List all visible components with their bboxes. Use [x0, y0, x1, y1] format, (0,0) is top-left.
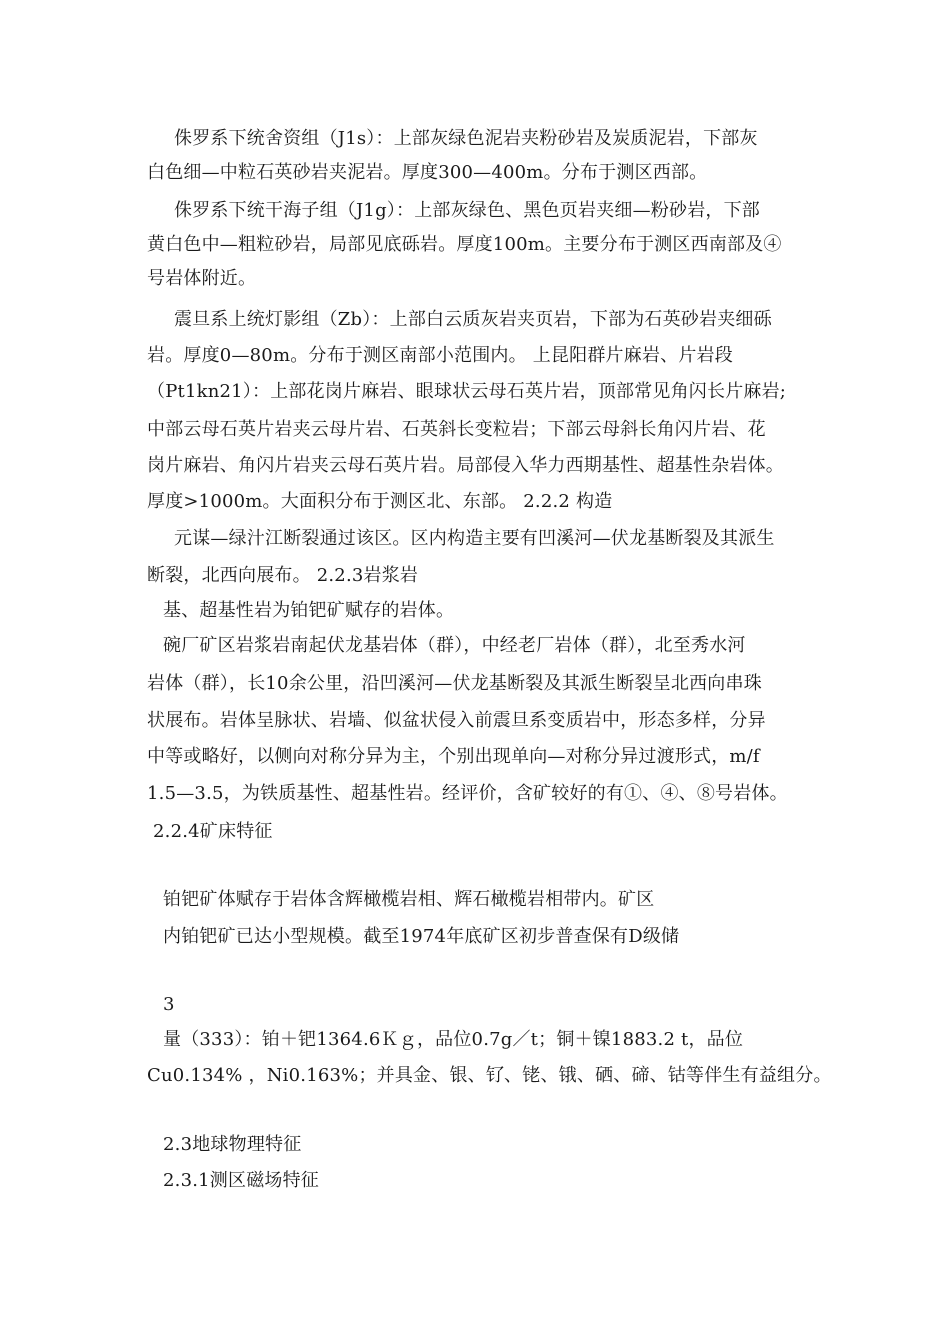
paragraph-line: 元谋—绿汁江断裂通过该区。区内构造主要有凹溪河—伏龙基断裂及其派生: [174, 528, 775, 549]
section-heading: 2.3.1测区磁场特征: [163, 1170, 319, 1191]
paragraph-line: 侏罗系下统舍资组（J1s）：上部灰绿色泥岩夹粉砂岩及炭质泥岩，下部灰: [174, 128, 758, 149]
paragraph-line: Cu0.134% ，Ni0.163%；并具金、银、钌、铑、锇、硒、碲、钴等伴生有益组分。: [147, 1065, 832, 1086]
paragraph-line: 白色细—中粒石英砂岩夹泥岩。厚度300—400m。分布于测区西部。: [147, 162, 708, 183]
paragraph-line: 岩体（群），长10余公里，沿凹溪河—伏龙基断裂及其派生断裂呈北西向串珠: [147, 673, 762, 694]
paragraph-line: 侏罗系下统干海子组（J1g）：上部灰绿色、黑色页岩夹细—粉砂岩，下部: [174, 200, 760, 221]
paragraph-line: 号岩体附近。: [147, 268, 257, 289]
paragraph-line: 碗厂矿区岩浆岩南起伏龙基岩体（群），中经老厂岩体（群），北至秀水河: [163, 635, 746, 656]
paragraph-line: 中等或略好，以侧向对称分异为主，个别出现单向—对称分异过渡形式，m/f: [147, 746, 760, 767]
paragraph-line: 中部云母石英片岩夹云母片岩、石英斜长变粒岩；下部云母斜长角闪片岩、花: [147, 419, 766, 440]
paragraph-line: 1.5—3.5，为铁质基性、超基性岩。经评价，含矿较好的有①、④、⑧号岩体。: [147, 783, 788, 804]
superscript-three: 3: [163, 994, 175, 1015]
section-heading: 2.3地球物理特征: [163, 1134, 302, 1155]
paragraph-line: 岗片麻岩、角闪片岩夹云母石英片岩。局部侵入华力西期基性、超基性杂岩体。: [147, 455, 784, 476]
paragraph-line: 黄白色中—粗粒砂岩，局部见底砾岩。厚度100m。主要分布于测区西南部及④: [147, 234, 782, 255]
paragraph-line: 震旦系上统灯影组（Zb）：上部白云质灰岩夹页岩，下部为石英砂岩夹细砾: [174, 309, 772, 330]
paragraph-line: 状展布。岩体呈脉状、岩墙、似盆状侵入前震旦系变质岩中，形态多样，分异: [147, 710, 766, 731]
paragraph-line: 量（333）：铂＋钯1364.6Ｋｇ，品位0.7g／t；铜＋镍1883.2 t，品位: [163, 1029, 744, 1050]
paragraph-line: 岩。厚度0—80m。分布于测区南部小范围内。 上昆阳群片麻岩、片岩段: [147, 345, 733, 366]
paragraph-line: 内铂钯矿已达小型规模。截至1974年底矿区初步普查保有D级储: [163, 926, 680, 947]
paragraph-line: 断裂，北西向展布。 2.2.3岩浆岩: [147, 565, 419, 586]
paragraph-line: 基、超基性岩为铂钯矿赋存的岩体。: [163, 600, 455, 621]
section-heading: 2.2.4矿床特征: [153, 821, 273, 842]
paragraph-line: 厚度>1000m。大面积分布于测区北、东部。 2.2.2 构造: [147, 491, 613, 512]
paragraph-line: （Pt1kn21）：上部花岗片麻岩、眼球状云母石英片岩，顶部常见角闪长片麻岩;: [147, 381, 787, 402]
paragraph-line: 铂钯矿体赋存于岩体含辉橄榄岩相、辉石橄榄岩相带内。矿区: [163, 889, 655, 910]
